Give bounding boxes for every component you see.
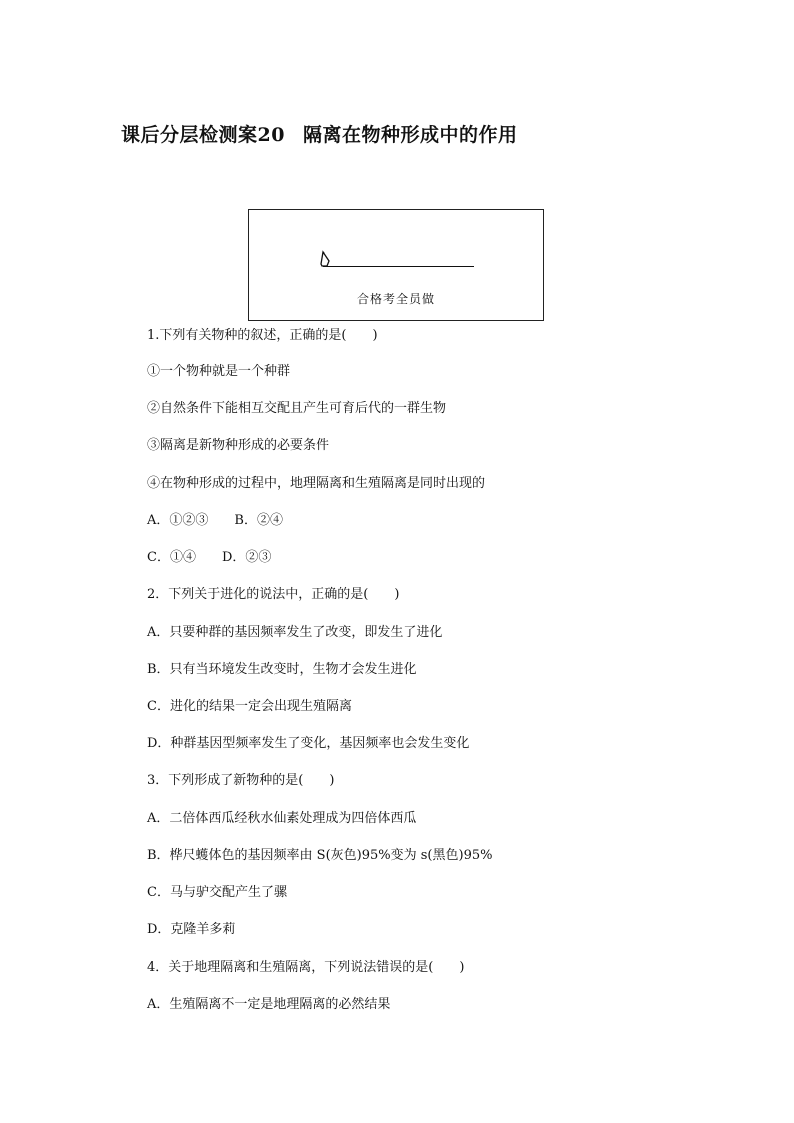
section-rule (323, 266, 474, 267)
question-1-option-b[interactable]: B．②④ (234, 513, 283, 528)
question-2-option-d[interactable]: D．种群基因型频率发生了变化，基因频率也会发生变化 (147, 736, 470, 751)
question-4-option-a[interactable]: A．生殖隔离不一定是地理隔离的必然结果 (147, 997, 391, 1012)
question-1-statement-3: ③隔离是新物种形成的必要条件 (147, 438, 330, 453)
page-title-sub: 隔离在物种形成中的作用 (302, 124, 518, 146)
question-2-option-a[interactable]: A．只要种群的基因频率发生了改变，即发生了进化 (147, 625, 443, 640)
page-title (121, 120, 517, 147)
question-1-option-c[interactable]: C．①④ (147, 550, 196, 565)
section-label: 合格考全员做 (356, 292, 435, 306)
question-1-statement-1: ①一个物种就是一个种群 (147, 364, 291, 379)
question-3-option-d[interactable]: D．克隆羊多莉 (147, 922, 236, 937)
question-1-option-d[interactable]: D．②③ (221, 550, 272, 565)
question-3-option-c[interactable]: C．马与驴交配产生了骡 (147, 885, 287, 900)
question-1-options-row-1 (147, 513, 283, 529)
question-1-options-row-2 (147, 550, 271, 566)
page-title-main: 课后分层检测案20 (121, 124, 285, 146)
question-1-option-a[interactable]: A．①②③ (147, 513, 209, 528)
question-1-statement-4: ④在物种形成的过程中，地理隔离和生殖隔离是同时出现的 (147, 476, 486, 491)
question-1-statement-2: ②自然条件下能相互交配且产生可育后代的一群生物 (147, 401, 447, 416)
question-1-stem: 1.下列有关物种的叙述，正确的是( ) (147, 328, 378, 343)
question-4-stem: 4．关于地理隔离和生殖隔离，下列说法错误的是( ) (147, 960, 465, 975)
question-3-option-b[interactable]: B．桦尺蠖体色的基因频率由 S(灰色)95%变为 s(黑色)95% (147, 848, 493, 863)
question-2-option-c[interactable]: C．进化的结果一定会出现生殖隔离 (147, 699, 352, 714)
question-3-option-a[interactable]: A．二倍体西瓜经秋水仙素处理成为四倍体西瓜 (147, 811, 417, 826)
question-3-stem: 3．下列形成了新物种的是( ) (147, 773, 335, 788)
question-2-stem: 2．下列关于进化的说法中，正确的是( ) (147, 587, 400, 602)
question-2-option-b[interactable]: B．只有当环境发生改变时，生物才会发生进化 (147, 662, 417, 677)
section-header-box (248, 209, 544, 321)
